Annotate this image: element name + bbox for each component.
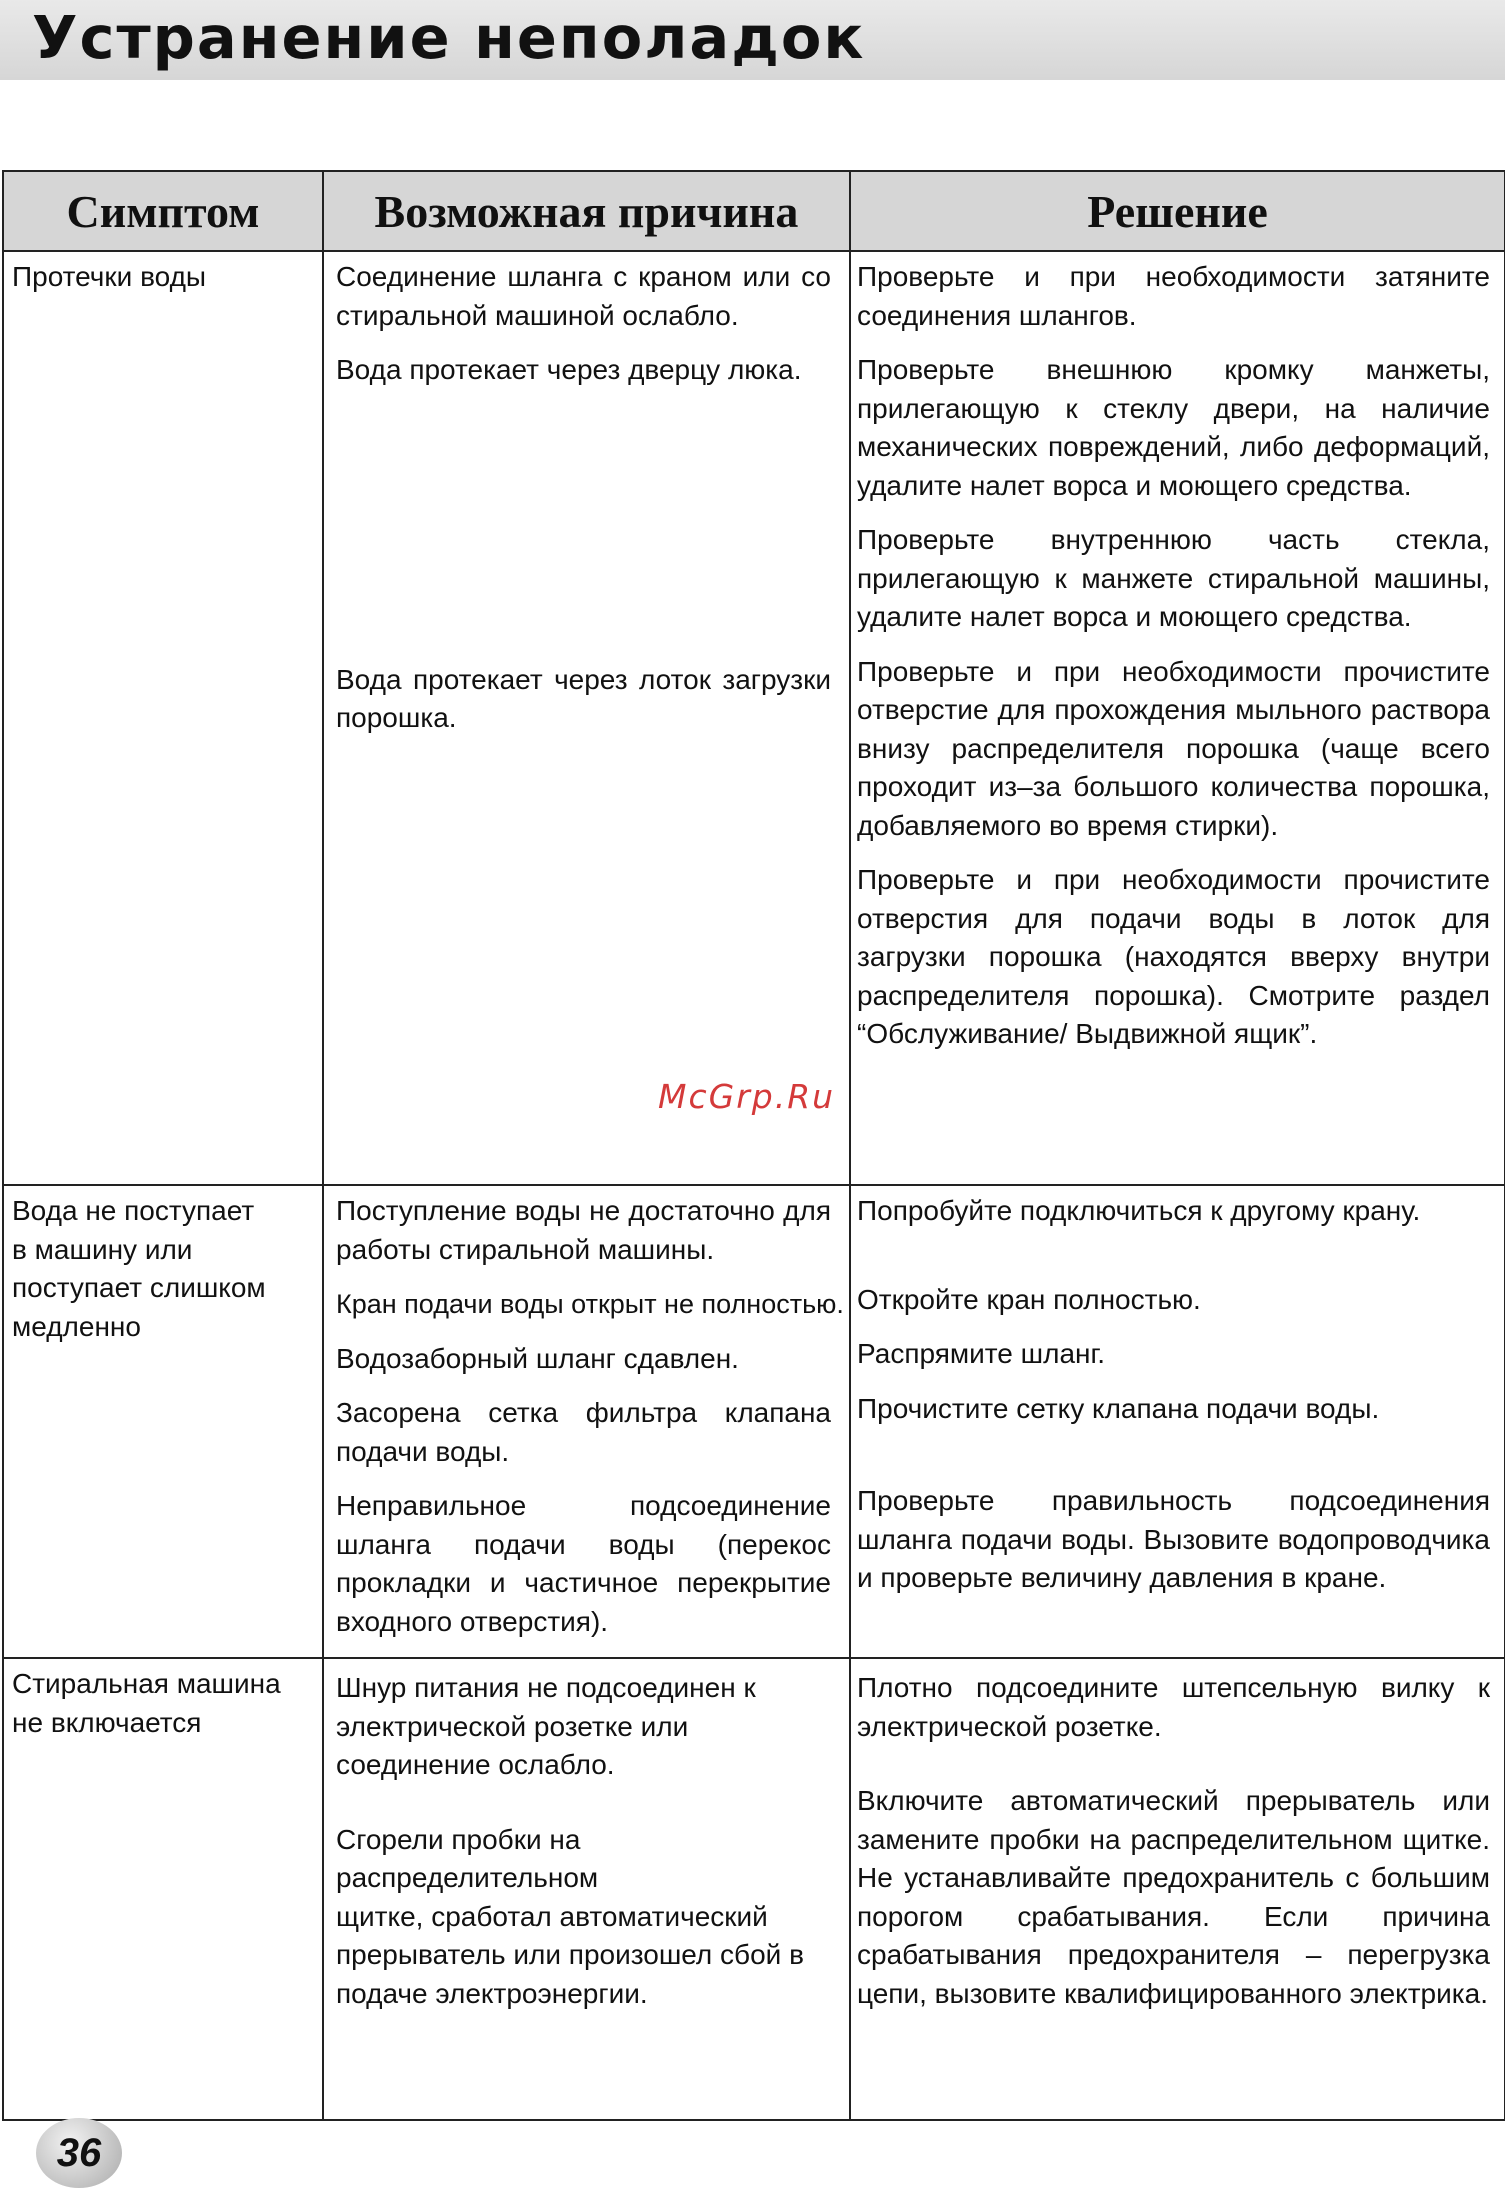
cause-cell: [323, 251, 850, 1185]
table-header-row: [3, 171, 1505, 251]
cause-text: Поступление воды не достаточно для работы стиральной машины.: [336, 1195, 831, 1265]
cause-text: Вода протекает через лоток загрузки порошка.: [336, 663, 831, 733]
symptom-line: Стиральная машина: [12, 1668, 281, 1699]
table-row: [3, 251, 1505, 1185]
header-symptom: Симптом: [3, 171, 323, 251]
symptom-cell: [3, 251, 323, 1185]
solution-cell: [850, 251, 1505, 1185]
solution-text: Проверьте правильность подсоединения шланга подачи воды. Вызовите водопроводчика и проверьте величину давления в кране.: [857, 1485, 1490, 1593]
solution-text: Проверьте и при необходимости прочистите отверстие для прохождения мыльного раствора внизу распределителя порошка (чаще всего проходит из–за большого количества порошка, добавляемого во время стирки).: [857, 655, 1490, 841]
cause-cell: [323, 1185, 850, 1658]
solution-text: Попробуйте подключиться к другому крану.: [857, 1195, 1421, 1226]
header-cause: Возможная причина: [323, 171, 850, 251]
cause-line: подаче электроэнергии.: [336, 1977, 648, 2009]
cause-block: [336, 1821, 831, 2014]
cause-text: Вода протекает через дверцу люка.: [336, 354, 802, 385]
solution-text: Прочистите сетку клапана подачи воды.: [857, 1392, 1380, 1424]
solution-text: Откройте кран полностью.: [857, 1283, 1201, 1315]
solution-text: Включите автоматический прерыватель или замените пробки на распределительном щитке. Не устанавливайте предохранитель с большим порогом срабатывания. Если причина срабатывания предохранителя – перегрузка цепи, вызовите квалифицированного электрика.: [857, 1785, 1490, 2009]
solution-text: Проверьте и при необходимости прочистите отверстия для подачи воды в лоток для загрузки порошка (находятся вверху внутри распределителя порошка). Смотрите раздел “Обслуживание/ Выдвижной ящик”.: [857, 864, 1490, 1049]
solution-cell: [850, 1185, 1505, 1658]
table-row: [3, 1658, 1505, 2120]
solution-text: Проверьте внешнюю кромку манжеты, прилегающую к стеклу двери, на наличие механических повреждений, либо деформаций, удалите налет ворса и моющего средства.: [857, 354, 1490, 501]
cause-line: Шнур питания не подсоединен к: [336, 1672, 756, 1703]
solution-text: Проверьте и при необходимости затяните соединения шлангов.: [857, 261, 1490, 331]
cause-line: соединение ослабло.: [336, 1749, 615, 1780]
symptom-line: Вода не поступает: [12, 1195, 255, 1226]
cause-block: [336, 1669, 831, 1785]
symptom-cell: [3, 1658, 323, 2120]
solution-text: Плотно подсоедините штепсельную вилку к электрической розетке.: [857, 1672, 1490, 1742]
table-row: [3, 1185, 1505, 1658]
watermark: McGrp.Ru: [658, 1077, 836, 1116]
cause-cell: [323, 1658, 850, 2120]
symptom-line: поступает слишком: [12, 1272, 266, 1303]
troubleshooting-table: [2, 170, 1505, 2121]
solution-text: Проверьте внутреннюю часть стекла, прилегающую к манжете стиральной машины, удалите налет ворса и моющего средства.: [857, 524, 1490, 632]
symptom-text: Протечки воды: [12, 261, 207, 292]
page-title: Устранение неполадок: [32, 3, 866, 72]
cause-line: электрической розетке или: [336, 1710, 689, 1742]
page-number: 36: [56, 2131, 102, 2175]
page-number-badge: [36, 2118, 122, 2188]
symptom-cell: [3, 1185, 323, 1658]
cause-text: Засорена сетка фильтра клапана подачи воды.: [336, 1397, 831, 1467]
cause-text: Неправильное подсоединение шланга подачи воды (перекос прокладки и частичное перекрытие входного отверстия).: [336, 1490, 831, 1637]
cause-line: Сгорели пробки на распределительном: [336, 1823, 599, 1893]
solution-text: Распрямите шланг.: [857, 1338, 1106, 1369]
symptom-line: не включается: [12, 1706, 202, 1738]
cause-line: щитке, сработал автоматический: [336, 1900, 768, 1932]
cause-text: Водозаборный шланг сдавлен.: [336, 1342, 739, 1374]
cause-text: Соединение шланга с краном или со стиральной машиной ослабло.: [336, 261, 831, 331]
cause-text: Кран подачи воды открыт не полностью.: [336, 1289, 844, 1319]
symptom-line: в машину или: [12, 1233, 193, 1265]
symptom-line: медленно: [12, 1310, 141, 1342]
header-solution: Решение: [850, 171, 1505, 251]
title-bar: [0, 0, 1505, 80]
solution-cell: [850, 1658, 1505, 2120]
cause-line: прерыватель или произошел сбой в: [336, 1939, 804, 1970]
